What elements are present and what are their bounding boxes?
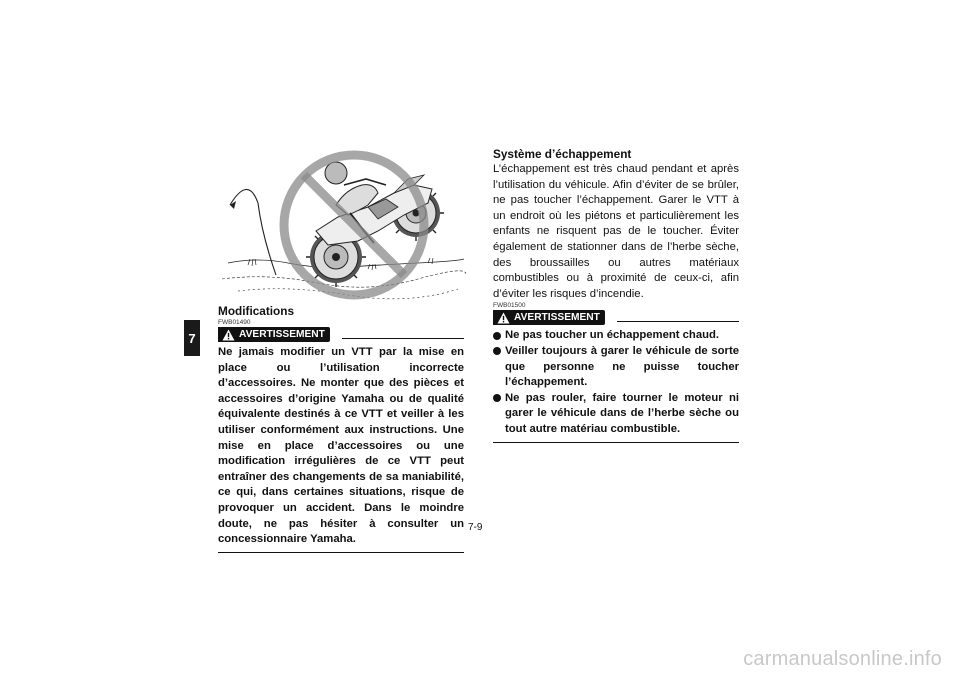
warning-bottom-rule [218,552,464,553]
modifications-warning-header [218,327,464,342]
exhaust-warning-code: FWB01500 [493,302,526,310]
exhaust-paragraph: L’échappement est très chaud pendant et après l’utilisation du véhicule. Afin d’éviter de se brûler, ne pas toucher l’échappement. Garer le VTT à un endroit où les piétons et particulièrement les enfants ne risquent pas de le toucher. Éviter également de stationner dans de l’herbe sèche, des broussailles ou autres matériaux combustibles ou à proximité de ceux-ci, afin d’éviter les risques d’incendie. [493,163,739,300]
warning-top-rule [617,321,739,322]
exhaust-section [493,146,739,443]
exhaust-warning-header [493,310,739,325]
chapter-number: 7 [188,330,196,346]
modifications-warning-text: Ne jamais modifier un VTT par la mise en place ou l’utilisation incorrecte d’accessoires. Ne monter que des pièces et accessoires d’origine Yamaha ou de qualité équivalente destinés à ce VTT et veiller à les utiliser conformément aux instructions. Une mise en place d’accessoires ou une modification irrégulières de ce VTT peut entraîner des changements de sa maniabilité, ce qui, dans certaines situations, risque de provoquer un accident. Dans le moindre doute, ne pas hésiter à consulter un concessionnaire Yamaha. [218,346,464,546]
warning-label: AVERTISSEMENT [514,312,600,324]
chapter-tab [184,320,200,356]
modifications-warning-code: FWB01490 [218,319,251,326]
list-item [493,391,739,438]
modifications-heading: Modifications [218,304,295,318]
exhaust-heading: Système d’échappement [493,147,632,161]
warning-badge [218,327,330,342]
list-item-text: Ne pas toucher un échappement chaud. [505,329,720,342]
modifications-section [218,303,464,553]
list-item [493,344,739,391]
page-number: 7-9 [468,522,483,533]
list-item-text: Ne pas rouler, faire tourner le moteur ni garer le véhicule dans de l’herbe sèche ou tout autre matériau combustible. [505,391,739,435]
bullet-icon [493,394,501,402]
warning-bottom-rule [493,442,739,443]
bullet-icon [493,332,501,340]
warning-top-rule [342,338,464,339]
exhaust-warning-list [493,328,739,437]
watermark: carmanualsonline.info [743,648,942,670]
list-item-text: Veiller toujours à garer le véhicule de sorte que personne ne puisse toucher l’échappement. [505,344,739,389]
atv-crash-prohibited-illustration [218,145,466,303]
warning-label: AVERTISSEMENT [239,328,325,340]
warning-triangle-icon [222,329,235,341]
warning-triangle-icon [497,312,510,324]
list-item [493,328,739,344]
bullet-icon [493,347,501,355]
warning-badge [493,310,605,325]
